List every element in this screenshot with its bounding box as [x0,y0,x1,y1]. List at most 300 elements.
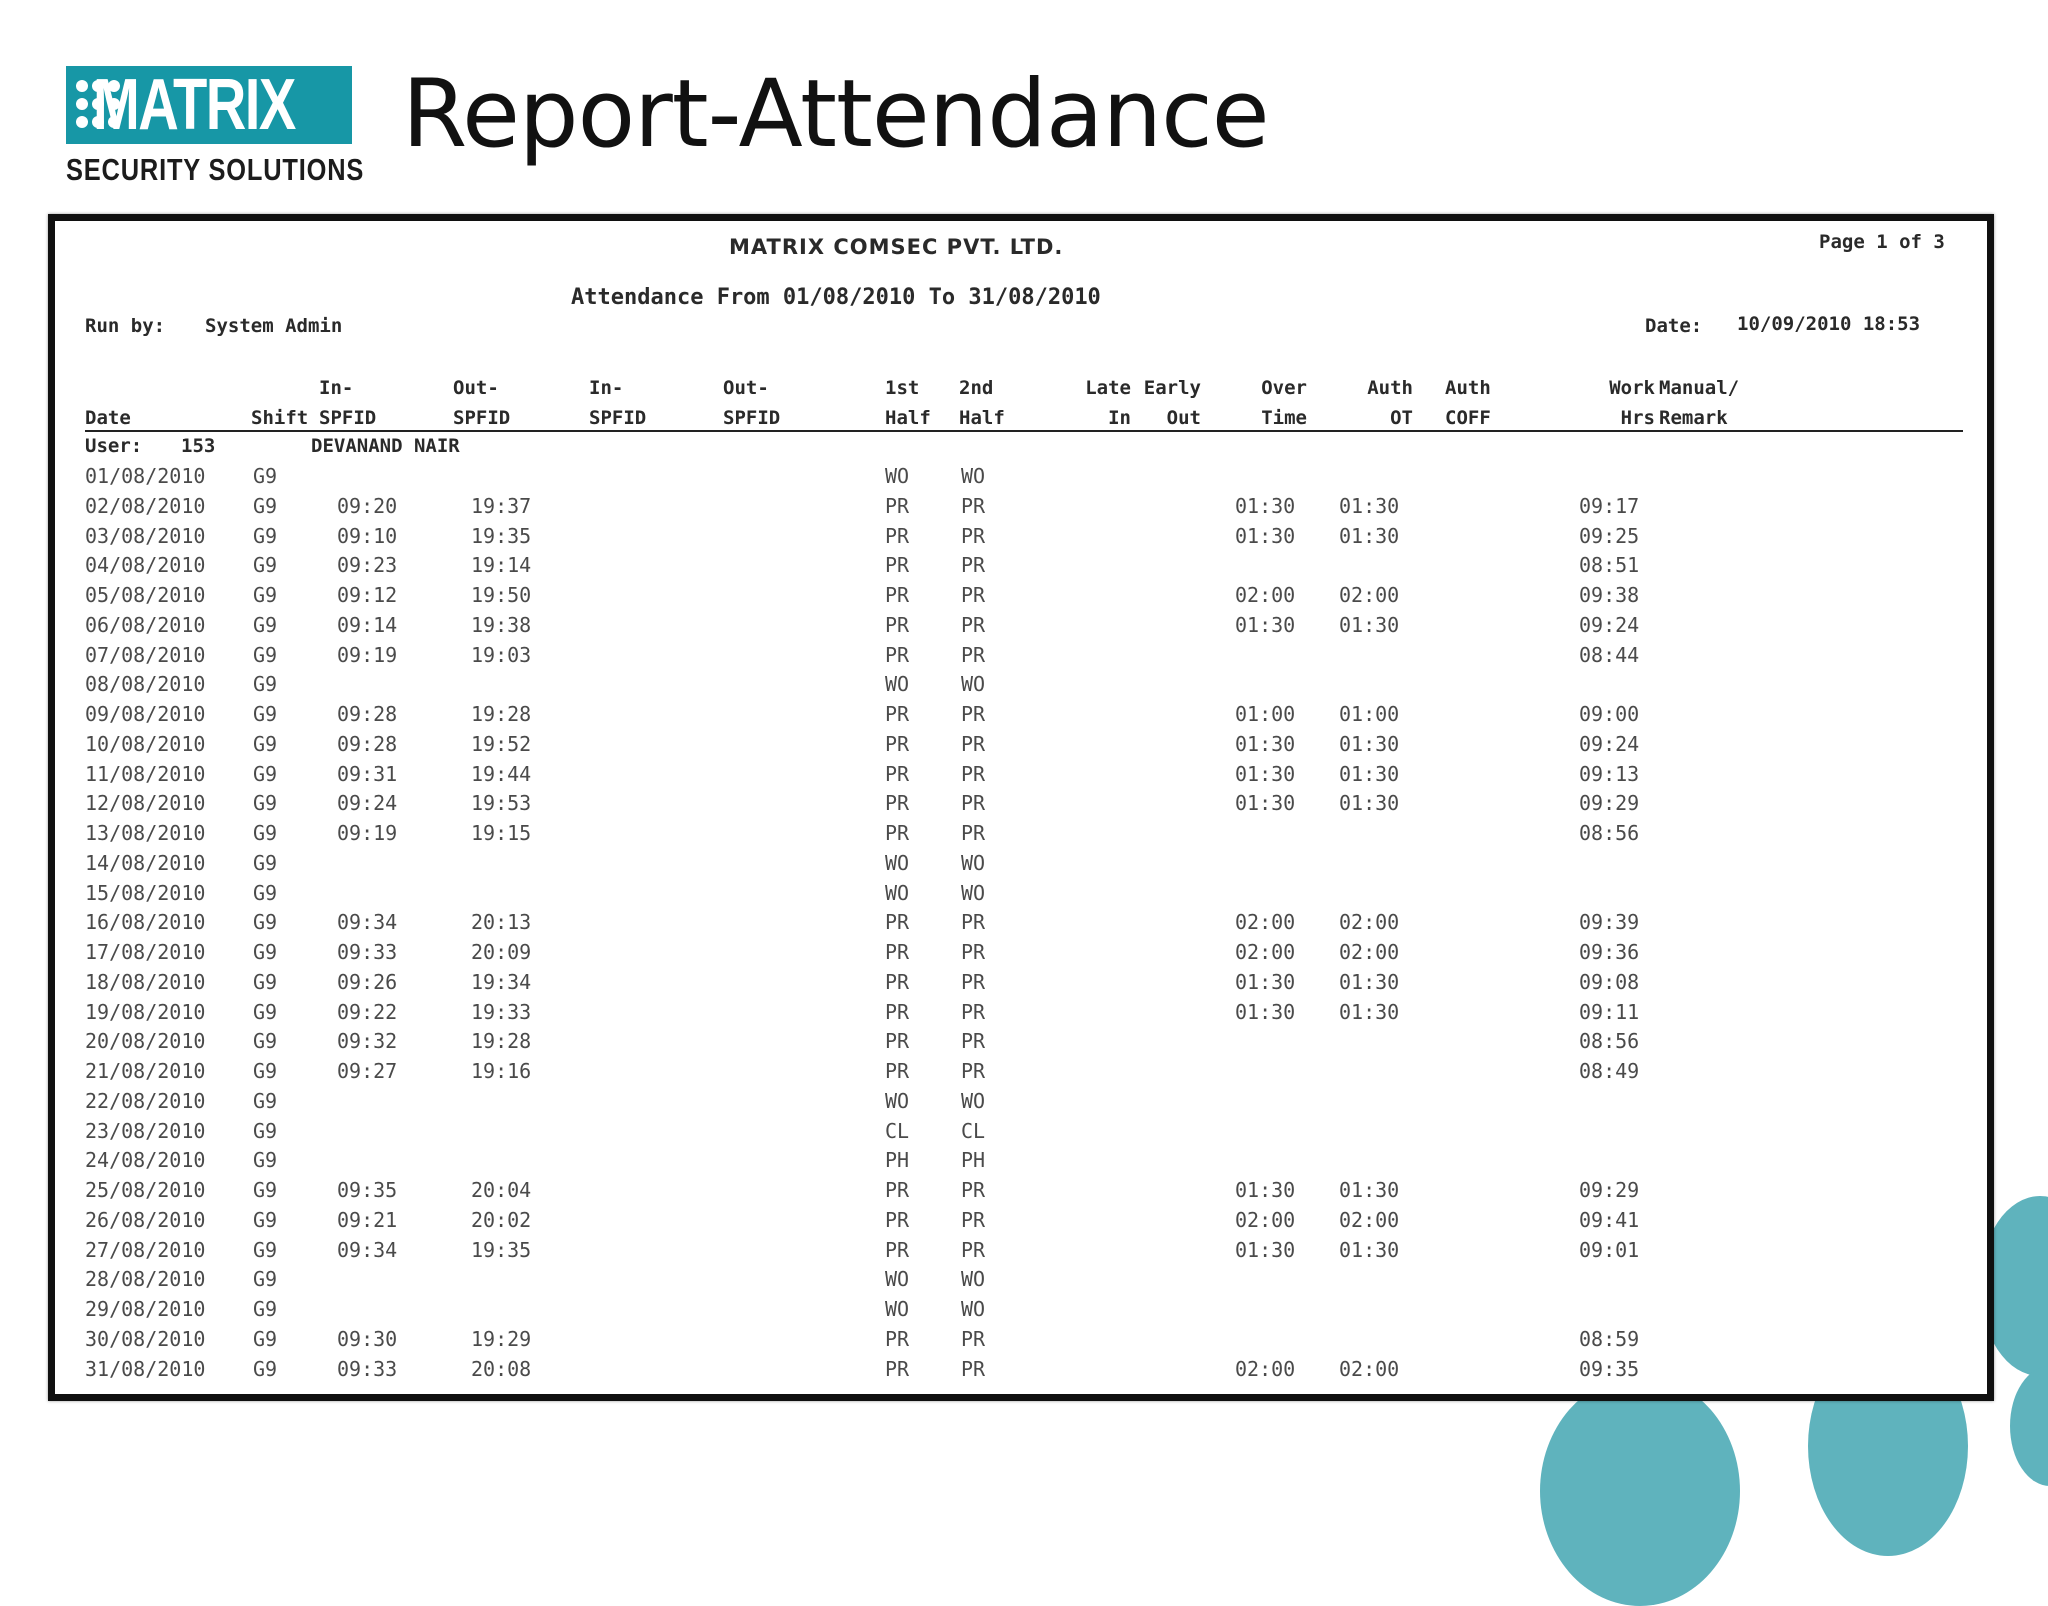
column-header-top: Auth [1367,377,1413,399]
table-cell: G9 [253,1118,278,1143]
table-cell: PR [961,1178,986,1202]
table-cell: 02/08/2010 [85,493,206,518]
table-cell: 01:30 [1339,1178,1400,1202]
table-cell: PR [961,612,986,637]
table-cell: 09:36 [1579,940,1640,964]
decor-circle [2010,1366,2048,1486]
table-cell: 08:59 [1579,1326,1640,1351]
column-header-top: 1st [885,377,920,399]
column-header-top: Over [1261,377,1307,399]
table-cell: PR [885,999,910,1024]
column-header-bottom: Time [1261,407,1307,429]
table-row [55,643,1987,673]
decor-circle [1540,1376,1740,1606]
table-row [55,762,1987,792]
table-cell: 08/08/2010 [85,672,206,697]
table-cell: G9 [253,1326,278,1351]
table-cell: 14/08/2010 [85,850,206,875]
table-cell: 09/08/2010 [85,702,206,726]
table-cell: PR [885,523,910,548]
table-cell: 09:13 [1579,761,1640,786]
slide-title: Report-Attendance [402,60,1269,169]
table-row [55,732,1987,762]
table-cell: 19:35 [471,1237,532,1262]
table-cell: 02:00 [1339,1207,1400,1232]
table-row [55,1119,1987,1149]
table-cell: PR [961,523,986,548]
table-cell: 01:30 [1339,761,1400,786]
table-cell: 01:30 [1235,493,1296,518]
table-cell: G9 [253,1207,278,1232]
table-cell: 09:34 [337,1237,398,1262]
column-header-bottom: Remark [1659,407,1728,429]
table-cell: PR [961,642,986,667]
table-cell: PR [961,910,986,935]
table-cell: CL [961,1118,986,1143]
matrix-logo [66,65,365,188]
table-cell: 19:28 [471,702,532,726]
table-row [55,1357,1987,1387]
table-cell: 09:38 [1579,583,1640,607]
run-by-value: System Admin [205,315,343,337]
table-cell: 04/08/2010 [85,553,206,578]
table-cell: G9 [253,1356,278,1381]
table-cell: G9 [253,880,278,905]
table-cell: 09:12 [337,583,398,607]
user-name: DEVANAND NAIR [311,435,460,457]
table-cell: 08:49 [1579,1059,1640,1083]
column-header-bottom: Hrs [1620,407,1655,429]
table-cell: PR [961,1207,986,1232]
table-cell: G9 [253,553,278,578]
table-row [55,524,1987,554]
table-cell: PR [961,1326,986,1351]
table-cell: 09:01 [1579,1237,1640,1262]
table-cell: PR [885,1207,910,1232]
table-cell: CL [885,1118,910,1143]
table-cell: 11/08/2010 [85,761,206,786]
table-cell: G9 [253,969,278,994]
table-cell: 02:00 [1235,1356,1296,1381]
logo-badge [66,66,352,144]
table-cell: 09:27 [337,1059,398,1083]
table-cell: 09:24 [1579,731,1640,756]
table-cell: 19:15 [471,821,532,845]
table-cell: 01:30 [1235,1178,1296,1202]
table-cell: 09:23 [337,553,398,578]
column-header-bottom: SPFID [453,407,511,429]
table-cell: WO [961,850,986,875]
table-cell: 01/08/2010 [85,464,206,488]
column-header-bottom: SPFID [319,407,377,429]
table-cell: 21/08/2010 [85,1059,206,1083]
table-cell: G9 [253,791,278,816]
table-cell: 19:33 [471,999,532,1024]
table-cell: 09:10 [337,523,398,548]
table-cell: 19:53 [471,791,532,816]
table-cell: 01:30 [1235,791,1296,816]
table-cell: PR [961,1029,986,1054]
table-cell: WO [961,464,986,488]
table-cell: 19:38 [471,612,532,637]
logo-tagline: SECURITY SOLUTIONS [66,152,365,187]
table-cell: 01:30 [1235,731,1296,756]
table-cell: 09:34 [337,910,398,935]
table-row [55,464,1987,494]
table-cell: G9 [253,642,278,667]
table-cell: 01:30 [1339,969,1400,994]
table-cell: WO [885,1267,910,1292]
table-cell: 09:25 [1579,523,1640,548]
column-header-bottom: In [1108,407,1131,429]
table-cell: 09:33 [337,1356,398,1381]
table-cell: 09:31 [337,761,398,786]
table-row [55,1059,1987,1089]
column-header-bottom: SPFID [723,407,781,429]
table-row [55,1178,1987,1208]
column-header-top: Work [1609,377,1655,399]
table-cell: 19:14 [471,553,532,578]
table-cell: G9 [253,1297,278,1321]
table-cell: 09:24 [1579,612,1640,637]
table-cell: 10/08/2010 [85,731,206,756]
table-cell: PR [885,1326,910,1351]
table-cell: 20:13 [471,910,532,935]
table-cell: PR [961,1059,986,1083]
table-cell: 23/08/2010 [85,1118,206,1143]
table-cell: G9 [253,583,278,607]
table-row [55,910,1987,940]
table-cell: 01:30 [1339,612,1400,637]
table-cell: WO [885,464,910,488]
table-cell: 01:30 [1339,999,1400,1024]
column-header-top: In- [589,377,624,399]
table-cell: 01:30 [1339,731,1400,756]
table-cell: PR [961,969,986,994]
table-cell: 09:00 [1579,702,1640,726]
table-cell: 09:22 [337,999,398,1024]
table-row [55,1089,1987,1119]
table-cell: 02:00 [1339,1356,1400,1381]
table-row [55,583,1987,613]
table-cell: PR [961,1237,986,1262]
table-cell: G9 [253,1178,278,1202]
table-cell: PR [885,702,910,726]
table-cell: PR [885,553,910,578]
table-cell: PR [961,702,986,726]
table-cell: 09:19 [337,821,398,845]
column-header-bottom: Date [85,407,131,429]
table-cell: WO [961,1088,986,1113]
user-id: 153 [181,435,216,457]
table-cell: G9 [253,702,278,726]
column-header-top: Manual/ [1659,377,1740,399]
table-cell: WO [961,1267,986,1292]
table-cell: G9 [253,940,278,964]
date-value: 10/09/2010 18:53 [1737,313,1921,335]
table-cell: PR [885,791,910,816]
table-row [55,791,1987,821]
table-cell: PR [961,583,986,607]
table-cell: 19:37 [471,493,532,518]
table-cell: PR [885,612,910,637]
table-row [55,1000,1987,1030]
table-cell: PR [961,821,986,845]
table-cell: G9 [253,464,278,488]
table-cell: G9 [253,999,278,1024]
table-cell: 03/08/2010 [85,523,206,548]
table-cell: 01:30 [1235,1237,1296,1262]
table-cell: G9 [253,612,278,637]
table-cell: 01:30 [1339,493,1400,518]
table-cell: 12/08/2010 [85,791,206,816]
table-cell: 09:33 [337,940,398,964]
run-by-label: Run by: [85,315,166,337]
table-row [55,940,1987,970]
table-cell: G9 [253,1059,278,1083]
table-cell: G9 [253,523,278,548]
table-cell: 19:16 [471,1059,532,1083]
table-cell: 20:02 [471,1207,532,1232]
table-cell: 09:35 [1579,1356,1640,1381]
table-cell: G9 [253,1267,278,1292]
column-header-top: Out- [453,377,499,399]
table-cell: PH [885,1148,910,1173]
table-cell: PR [961,999,986,1024]
table-cell: 01:30 [1339,1237,1400,1262]
table-row [55,1238,1987,1268]
table-cell: 17/08/2010 [85,940,206,964]
table-cell: 09:17 [1579,493,1640,518]
table-cell: PR [885,642,910,667]
table-cell: PR [885,1029,910,1054]
column-header-top: 2nd [959,377,994,399]
column-header-bottom: Shift [251,407,309,429]
table-row [55,881,1987,911]
company-name: MATRIX COMSEC PVT. LTD. [729,235,1064,259]
table-cell: WO [961,880,986,905]
table-cell: 19:52 [471,731,532,756]
header-rule [85,430,1963,432]
table-cell: PR [885,1356,910,1381]
table-row [55,1208,1987,1238]
table-cell: 02:00 [1235,1207,1296,1232]
table-cell: 19:35 [471,523,532,548]
column-header-bottom: Half [885,407,931,429]
table-cell: 09:20 [337,493,398,518]
table-cell: 16/08/2010 [85,910,206,935]
table-row [55,1267,1987,1297]
table-cell: PR [961,940,986,964]
table-cell: 19/08/2010 [85,999,206,1024]
table-cell: 02:00 [1339,583,1400,607]
table-cell: 20:04 [471,1178,532,1202]
table-cell: 02:00 [1235,940,1296,964]
table-cell: 31/08/2010 [85,1356,206,1381]
table-cell: 01:30 [1235,969,1296,994]
table-cell: PR [961,791,986,816]
table-cell: 08:51 [1579,553,1640,578]
table-cell: PR [885,1178,910,1202]
table-cell: 15/08/2010 [85,880,206,905]
table-cell: WO [961,1297,986,1321]
table-cell: 01:30 [1235,612,1296,637]
table-cell: 18/08/2010 [85,969,206,994]
table-cell: 09:41 [1579,1207,1640,1232]
column-header-bottom: OT [1390,407,1413,429]
table-cell: G9 [253,731,278,756]
column-header-bottom: Out [1166,407,1201,429]
table-cell: PR [885,1237,910,1262]
table-row [55,1148,1987,1178]
table-cell: 09:30 [337,1326,398,1351]
table-row [55,821,1987,851]
table-cell: PR [961,731,986,756]
bottom-rule [85,1397,1963,1399]
table-cell: PR [885,583,910,607]
column-header-bottom: SPFID [589,407,647,429]
table-cell: 24/08/2010 [85,1148,206,1173]
table-cell: 06/08/2010 [85,612,206,637]
table-cell: 09:08 [1579,969,1640,994]
table-cell: PR [961,1356,986,1381]
table-cell: 08:56 [1579,1029,1640,1054]
table-cell: WO [885,1297,910,1321]
table-cell: 02:00 [1339,910,1400,935]
table-cell: G9 [253,1148,278,1173]
table-cell: PR [885,821,910,845]
table-cell: PR [885,969,910,994]
table-row [55,553,1987,583]
table-cell: G9 [253,850,278,875]
table-cell: 01:30 [1235,523,1296,548]
table-cell: 09:24 [337,791,398,816]
table-cell: 20/08/2010 [85,1029,206,1054]
table-cell: 02:00 [1339,940,1400,964]
column-header-bottom: COFF [1445,407,1491,429]
table-cell: 07/08/2010 [85,642,206,667]
table-row [55,613,1987,643]
table-cell: 20:08 [471,1356,532,1381]
table-cell: 28/08/2010 [85,1267,206,1292]
table-cell: 09:35 [337,1178,398,1202]
table-cell: G9 [253,761,278,786]
table-cell: 09:39 [1579,910,1640,935]
table-row [55,494,1987,524]
table-cell: 09:26 [337,969,398,994]
table-row [55,1327,1987,1357]
table-cell: 09:14 [337,612,398,637]
table-row [55,672,1987,702]
table-cell: 19:28 [471,1029,532,1054]
table-cell: G9 [253,910,278,935]
column-header-top: Early [1143,377,1201,399]
table-cell: 08:56 [1579,821,1640,845]
column-header-top: Late [1085,377,1131,399]
page-info: Page 1 of 3 [1819,231,1945,253]
column-header-top: Auth [1445,377,1491,399]
user-label: User: [85,435,143,457]
table-cell: PR [961,493,986,518]
table-row [55,1029,1987,1059]
table-cell: WO [885,1088,910,1113]
attendance-report [55,221,1987,1394]
table-cell: G9 [253,1237,278,1262]
table-cell: G9 [253,1029,278,1054]
table-cell: WO [885,880,910,905]
table-cell: WO [885,672,910,697]
table-cell: 19:03 [471,642,532,667]
table-cell: G9 [253,821,278,845]
table-cell: PR [885,761,910,786]
table-cell: 19:50 [471,583,532,607]
table-cell: 19:34 [471,969,532,994]
table-row [55,851,1987,881]
table-cell: 25/08/2010 [85,1178,206,1202]
table-cell: PR [885,910,910,935]
table-cell: 27/08/2010 [85,1237,206,1262]
table-cell: 01:00 [1339,702,1400,726]
table-cell: PR [885,731,910,756]
table-cell: 08:44 [1579,642,1640,667]
table-cell: WO [961,672,986,697]
report-frame [48,214,1994,1401]
table-cell: 01:30 [1235,999,1296,1024]
table-cell: 19:29 [471,1326,532,1351]
table-cell: 09:28 [337,702,398,726]
table-cell: PH [961,1148,986,1173]
table-cell: WO [885,850,910,875]
logo-word: MATRIX [93,65,296,145]
table-cell: PR [885,493,910,518]
column-header-top: In- [319,377,354,399]
table-cell: 01:30 [1339,523,1400,548]
table-cell: PR [885,940,910,964]
table-cell: 01:30 [1339,791,1400,816]
table-row [55,702,1987,732]
table-cell: 09:28 [337,731,398,756]
table-cell: 13/08/2010 [85,821,206,845]
table-cell: G9 [253,672,278,697]
table-cell: 20:09 [471,940,532,964]
table-cell: PR [961,761,986,786]
table-cell: 29/08/2010 [85,1297,206,1321]
table-cell: 05/08/2010 [85,583,206,607]
table-cell: G9 [253,1088,278,1113]
table-cell: 09:11 [1579,999,1640,1024]
table-cell: PR [885,1059,910,1083]
table-row [55,1297,1987,1327]
logo-dots-icon [66,66,93,144]
table-cell: 09:29 [1579,1178,1640,1202]
date-label: Date: [1645,315,1703,337]
table-cell: 02:00 [1235,583,1296,607]
table-cell: 09:21 [337,1207,398,1232]
table-cell: PR [961,553,986,578]
table-cell: 01:00 [1235,702,1296,726]
table-cell: 09:32 [337,1029,398,1054]
column-header-bottom: Half [959,407,1005,429]
table-cell: G9 [253,493,278,518]
table-row [55,970,1987,1000]
table-cell: 26/08/2010 [85,1207,206,1232]
table-cell: 02:00 [1235,910,1296,935]
table-cell: 19:44 [471,761,532,786]
report-period: Attendance From 01/08/2010 To 31/08/2010 [571,285,1101,310]
table-cell: 09:29 [1579,791,1640,816]
table-cell: 22/08/2010 [85,1088,206,1113]
table-cell: 30/08/2010 [85,1326,206,1351]
